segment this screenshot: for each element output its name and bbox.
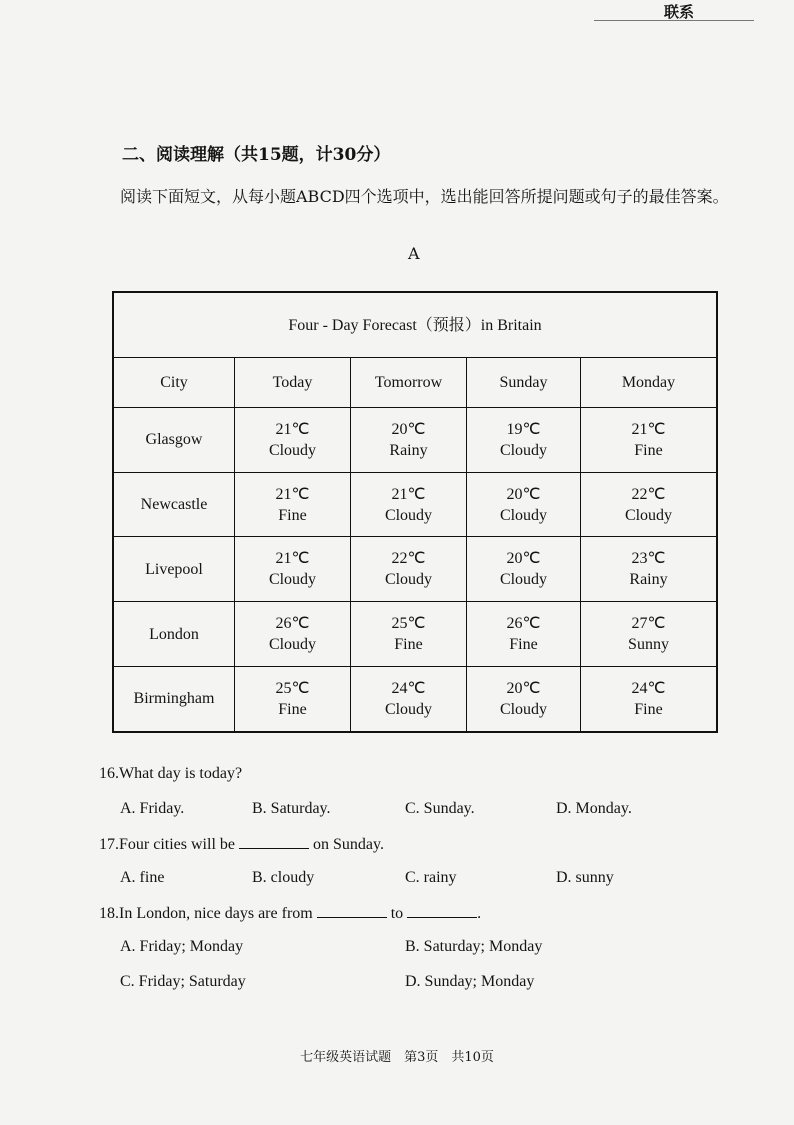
- question-17-options: [120, 869, 720, 889]
- forecast-cell: 26℃ Cloudy: [235, 602, 351, 667]
- question-16-options: [120, 800, 720, 820]
- answer-blank[interactable]: [407, 903, 477, 918]
- section-title: 二、阅读理解（共15题，计30分）: [122, 145, 391, 165]
- forecast-cell: 21℃ Fine: [581, 408, 718, 473]
- option-a[interactable]: A. Friday.: [120, 800, 185, 817]
- table-row: [113, 602, 717, 667]
- forecast-table: [112, 291, 718, 733]
- table-row: [113, 408, 717, 473]
- forecast-cell: 19℃ Cloudy: [467, 408, 581, 473]
- question-17: 17.Four cities will be on Sunday.: [99, 836, 384, 853]
- city-cell: Glasgow: [113, 408, 235, 473]
- forecast-cell: 27℃ Sunny: [581, 602, 718, 667]
- forecast-cell: 25℃ Fine: [351, 602, 467, 667]
- city-cell: London: [113, 602, 235, 667]
- city-cell: Newcastle: [113, 472, 235, 537]
- page-footer: 七年级英语试题 第3页 共10页: [300, 1050, 494, 1065]
- forecast-cell: 24℃ Cloudy: [351, 666, 467, 732]
- forecast-cell: 20℃ Cloudy: [467, 666, 581, 732]
- header-cell: Today: [235, 358, 351, 408]
- header-tag-text: 联系: [663, 3, 694, 21]
- forecast-caption: Four - Day Forecast（预报）in Britain: [113, 292, 717, 358]
- passage-label: A: [408, 244, 420, 263]
- option-b[interactable]: B. cloudy: [252, 869, 315, 886]
- option-c[interactable]: C. Sunday.: [405, 800, 475, 817]
- option-c[interactable]: C. Friday; Saturday: [120, 973, 246, 990]
- option-c[interactable]: C. rainy: [405, 869, 457, 886]
- question-16: 16.What day is today?: [99, 765, 243, 782]
- option-a[interactable]: A. Friday; Monday: [120, 938, 244, 955]
- table-row: [113, 472, 717, 537]
- table-row: [113, 537, 717, 602]
- table-header-row: [113, 358, 717, 408]
- option-d[interactable]: D. sunny: [556, 869, 614, 886]
- option-d[interactable]: D. Monday.: [556, 800, 632, 817]
- forecast-cell: 24℃ Fine: [581, 666, 718, 732]
- question-18: 18.In London, nice days are from to .: [99, 905, 482, 922]
- city-cell: Birmingham: [113, 666, 235, 732]
- header-cell: Monday: [581, 358, 718, 408]
- forecast-cell: 25℃ Fine: [235, 666, 351, 732]
- option-b[interactable]: B. Saturday.: [252, 800, 331, 817]
- header-tag: [594, 0, 754, 21]
- header-cell: Sunday: [467, 358, 581, 408]
- forecast-cell: 20℃ Cloudy: [467, 472, 581, 537]
- option-d[interactable]: D. Sunday; Monday: [405, 973, 535, 990]
- forecast-cell: 20℃ Cloudy: [467, 537, 581, 602]
- forecast-cell: 22℃ Cloudy: [351, 537, 467, 602]
- city-cell: Livepool: [113, 537, 235, 602]
- forecast-cell: 20℃ Rainy: [351, 408, 467, 473]
- instructions: 阅读下面短文，从每小题ABCD四个选项中，选出能回答所提问题或句子的最佳答案。: [120, 187, 729, 206]
- forecast-cell: 21℃ Cloudy: [235, 537, 351, 602]
- forecast-cell: 21℃ Cloudy: [235, 408, 351, 473]
- header-cell: City: [113, 358, 235, 408]
- option-a[interactable]: A. fine: [120, 869, 165, 886]
- answer-blank[interactable]: [239, 834, 309, 849]
- forecast-cell: 22℃ Cloudy: [581, 472, 718, 537]
- forecast-cell: 26℃ Fine: [467, 602, 581, 667]
- answer-blank[interactable]: [317, 903, 387, 918]
- forecast-cell: 21℃ Cloudy: [351, 472, 467, 537]
- question-18-options: [120, 938, 720, 998]
- header-cell: Tomorrow: [351, 358, 467, 408]
- forecast-cell: 23℃ Rainy: [581, 537, 718, 602]
- option-b[interactable]: B. Saturday; Monday: [405, 938, 543, 955]
- forecast-cell: 21℃ Fine: [235, 472, 351, 537]
- table-row: [113, 666, 717, 732]
